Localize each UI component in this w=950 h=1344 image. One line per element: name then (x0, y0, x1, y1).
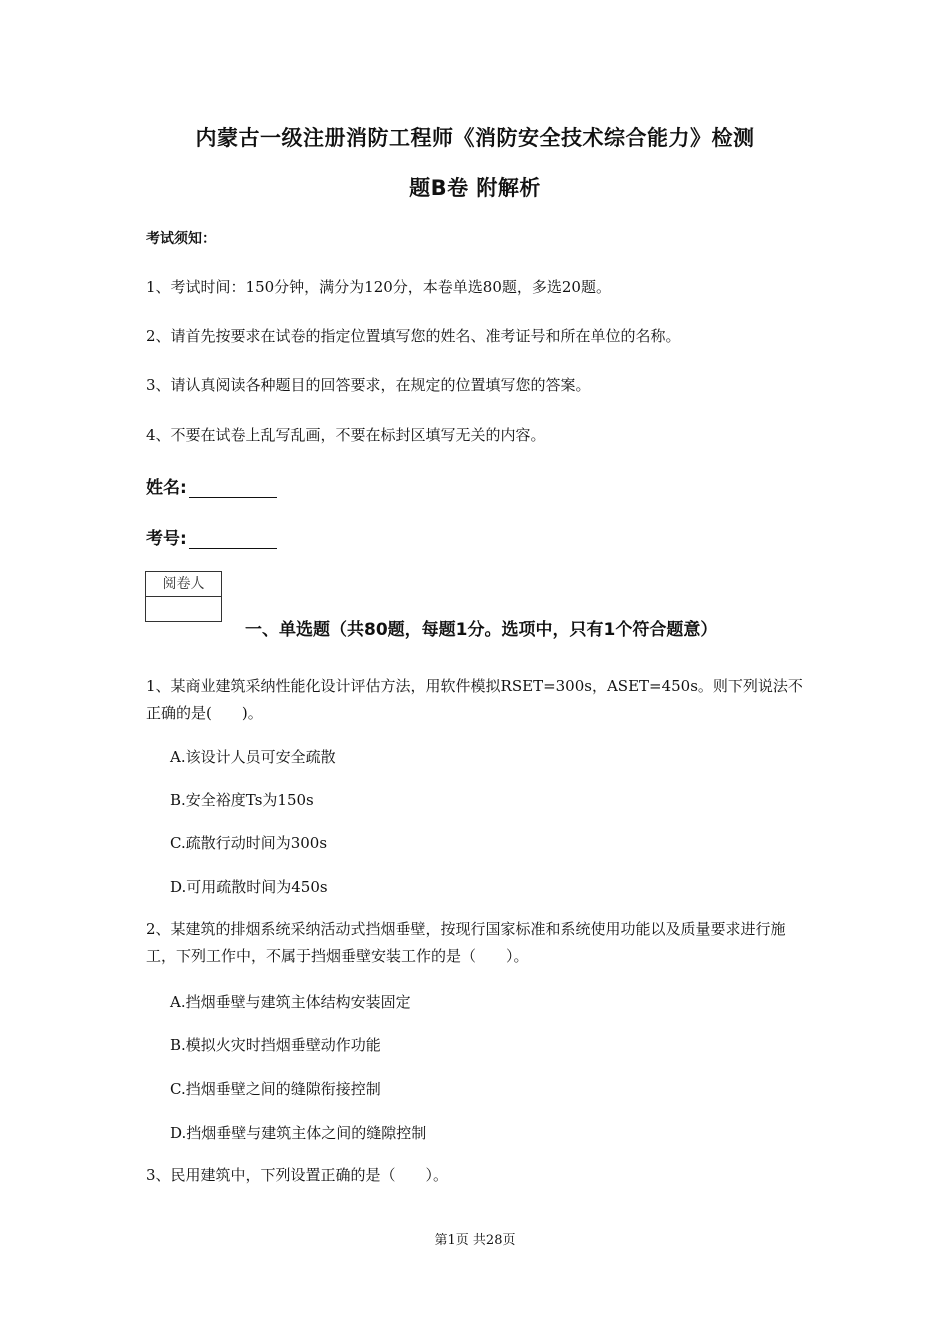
document-title-line2: 题B卷 附解析 (409, 176, 541, 200)
question-option: C.挡烟垂壁之间的缝隙衔接控制 (170, 1080, 381, 1098)
notice-item: 2、请首先按要求在试卷的指定位置填写您的姓名、准考证号和所在单位的名称。 (146, 327, 681, 345)
question-option: D.可用疏散时间为450s (170, 878, 328, 896)
question-option: C.疏散行动时间为300s (170, 834, 328, 852)
name-field (146, 473, 277, 498)
notice-heading: 考试须知： (146, 231, 216, 247)
notice-item: 3、请认真阅读各种题目的回答要求，在规定的位置填写您的答案。 (146, 376, 591, 394)
question-option: D.挡烟垂壁与建筑主体之间的缝隙控制 (170, 1124, 427, 1142)
section-heading: 一、单选题（共80题，每题1分。选项中，只有1个符合题意） (245, 620, 718, 640)
name-blank[interactable] (189, 479, 277, 498)
question-stem: 2、某建筑的排烟系统采纳活动式挡烟垂壁，按现行国家标准和系统使用功能以及质量要求进行施工，下列工作中，不属于挡烟垂壁安装工作的是（ ）。 (146, 920, 786, 965)
id-label: 考号: (146, 529, 187, 549)
question-stem: 3、民用建筑中，下列设置正确的是（ ）。 (146, 1166, 449, 1184)
question-option: A.该设计人员可安全疏散 (170, 748, 336, 766)
notice-item: 1、考试时间：150分钟，满分为120分，本卷单选80题，多选20题。 (146, 278, 611, 296)
question-option: B.安全裕度Ts为150s (170, 791, 314, 809)
question-option: B.模拟火灾时挡烟垂壁动作功能 (170, 1036, 381, 1054)
question-stem: 1、某商业建筑采纳性能化设计评估方法，用软件模拟RSET=300s，ASET=450s。则下列说法不正确的是( )。 (146, 677, 803, 722)
document-title-line1: 内蒙古一级注册消防工程师《消防安全技术综合能力》检测 (195, 126, 755, 150)
page-footer: 第1页 共28页 (434, 1233, 516, 1248)
grader-box (145, 571, 222, 622)
question-option: A.挡烟垂壁与建筑主体结构安装固定 (170, 993, 411, 1011)
grader-label: 阅卷人 (146, 572, 221, 597)
notice-item: 4、不要在试卷上乱写乱画，不要在标封区填写无关的内容。 (146, 426, 546, 444)
id-field (146, 524, 277, 549)
id-blank[interactable] (189, 530, 277, 549)
name-label: 姓名: (146, 478, 187, 498)
